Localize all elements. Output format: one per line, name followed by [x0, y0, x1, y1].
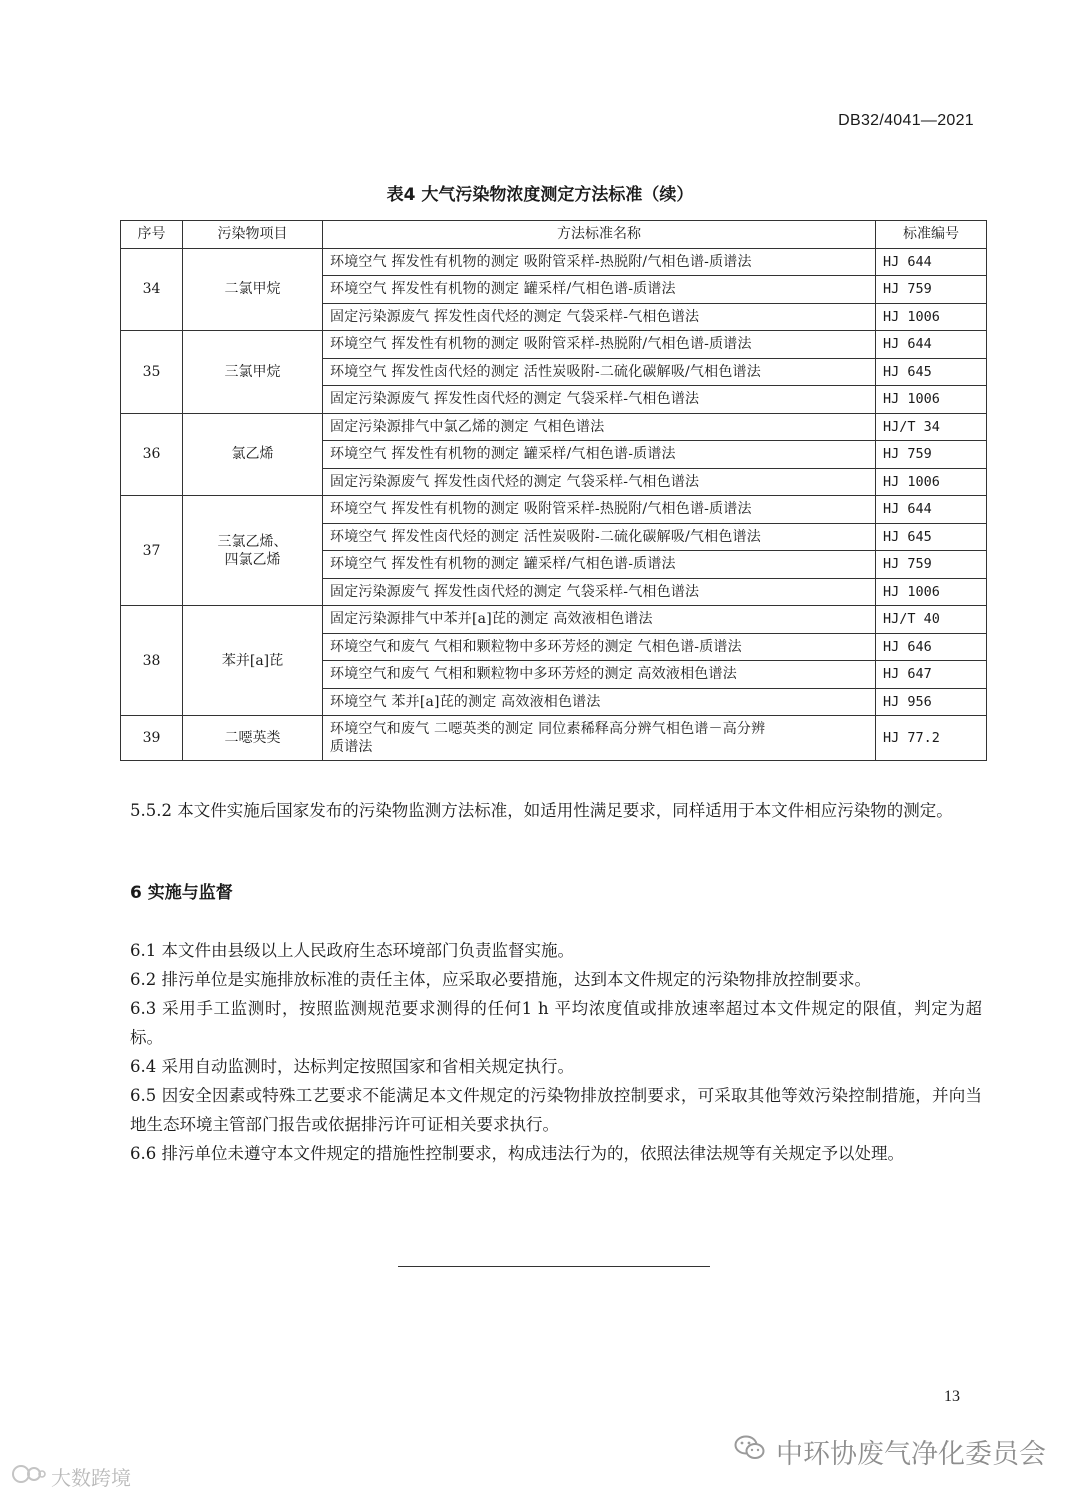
section-6-body	[130, 936, 982, 1168]
pollutant-item: 苯并[a]芘	[183, 606, 323, 716]
table-row	[121, 606, 987, 634]
standard-code: HJ 759	[876, 441, 987, 469]
standard-code: HJ 1006	[876, 386, 987, 414]
paragraph-6-1: 6.1 本文件由县级以上人民政府生态环境部门负责监督实施。	[130, 941, 574, 960]
table-row	[121, 413, 987, 441]
section-heading-6: 6 实施与监督	[130, 883, 233, 903]
wechat-icon	[734, 1434, 766, 1469]
method-name	[323, 716, 876, 761]
row-number: 38	[121, 606, 183, 716]
paragraph-6-3: 6.3 采用手工监测时，按照监测规范要求测得的任何1 h 平均浓度值或排放速率超过本文件规定的限值，判定为超标。	[130, 999, 982, 1047]
watermark-left-text: 大数跨境	[51, 1466, 131, 1490]
method-name: 环境空气 挥发性卤代烃的测定 活性炭吸附-二硫化碳解吸/气相色谱法	[323, 523, 876, 551]
method-name: 环境空气 挥发性有机物的测定 罐采样/气相色谱-质谱法	[323, 551, 876, 579]
standard-code: HJ 644	[876, 248, 987, 276]
standard-code: HJ 647	[876, 661, 987, 689]
paragraph-5-5-2: 5.5.2 本文件实施后国家发布的污染物监测方法标准，如适用性满足要求，同样适用于本文件相应污染物的测定。	[130, 801, 953, 820]
pollutant-item: 三氯甲烷	[183, 331, 323, 414]
method-name-line: 环境空气和废气 二噁英类的测定 同位素稀释高分辨气相色谱－高分辨	[330, 721, 766, 737]
method-name: 环境空气 挥发性有机物的测定 罐采样/气相色谱-质谱法	[323, 441, 876, 469]
watermark-right	[734, 1432, 1046, 1471]
pollutant-item: 氯乙烯	[183, 413, 323, 496]
method-name: 环境空气 挥发性有机物的测定 吸附管采样-热脱附/气相色谱-质谱法	[323, 496, 876, 524]
paragraph-6-5: 6.5 因安全因素或特殊工艺要求不能满足本文件规定的污染物排放控制要求，可采取其他等效污染控制措施，并向当地生态环境主管部门报告或依据排污许可证相关要求执行。	[130, 1086, 982, 1134]
method-name: 环境空气 挥发性有机物的测定 吸附管采样-热脱附/气相色谱-质谱法	[323, 248, 876, 276]
method-name: 环境空气 苯并[a]芘的测定 高效液相色谱法	[323, 688, 876, 716]
col-header-method: 方法标准名称	[323, 221, 876, 249]
standard-code: HJ/T 40	[876, 606, 987, 634]
method-name: 环境空气 挥发性卤代烃的测定 活性炭吸附-二硫化碳解吸/气相色谱法	[323, 358, 876, 386]
table-header-row	[121, 221, 987, 249]
method-name: 环境空气和废气 气相和颗粒物中多环芳烃的测定 高效液相色谱法	[323, 661, 876, 689]
standard-code: HJ 1006	[876, 578, 987, 606]
paragraph-6-2: 6.2 排污单位是实施排放标准的责任主体，应采取必要措施，达到本文件规定的污染物排放控制要求。	[130, 970, 871, 989]
method-name: 环境空气 挥发性有机物的测定 罐采样/气相色谱-质谱法	[323, 276, 876, 304]
standard-code: HJ 77.2	[876, 716, 987, 761]
paragraph-6-6: 6.6 排污单位未遵守本文件规定的措施性控制要求，构成违法行为的，依照法律法规等有关规定予以处理。	[130, 1144, 904, 1163]
table-row	[121, 716, 987, 761]
standard-code: HJ/T 34	[876, 413, 987, 441]
pollutant-item: 二噁英类	[183, 716, 323, 761]
standards-table	[120, 220, 987, 761]
brand-logo-icon	[12, 1463, 46, 1490]
row-number: 37	[121, 496, 183, 606]
method-name: 固定污染源排气中氯乙烯的测定 气相色谱法	[323, 413, 876, 441]
standard-code: HJ 645	[876, 523, 987, 551]
pollutant-item-line: 四氯乙烯	[224, 551, 281, 568]
page-number: 13	[944, 1388, 960, 1405]
pollutant-item-line: 三氯乙烯、	[217, 533, 288, 550]
standard-code: HJ 644	[876, 331, 987, 359]
standard-code: HJ 645	[876, 358, 987, 386]
method-name: 固定污染源排气中苯并[a]芘的测定 高效液相色谱法	[323, 606, 876, 634]
standard-code: HJ 644	[876, 496, 987, 524]
method-name: 环境空气 挥发性有机物的测定 吸附管采样-热脱附/气相色谱-质谱法	[323, 331, 876, 359]
standard-code: HJ 1006	[876, 303, 987, 331]
row-number: 39	[121, 716, 183, 761]
method-name: 固定污染源废气 挥发性卤代烃的测定 气袋采样-气相色谱法	[323, 303, 876, 331]
col-header-item: 污染物项目	[183, 221, 323, 249]
row-number: 34	[121, 248, 183, 331]
standard-code: HJ 1006	[876, 468, 987, 496]
table-row	[121, 331, 987, 359]
method-name: 固定污染源废气 挥发性卤代烃的测定 气袋采样-气相色谱法	[323, 386, 876, 414]
table-row	[121, 496, 987, 524]
method-name: 固定污染源废气 挥发性卤代烃的测定 气袋采样-气相色谱法	[323, 468, 876, 496]
pollutant-item: 二氯甲烷	[183, 248, 323, 331]
col-header-code: 标准编号	[876, 221, 987, 249]
method-name: 环境空气和废气 气相和颗粒物中多环芳烃的测定 气相色谱-质谱法	[323, 633, 876, 661]
col-header-no: 序号	[121, 221, 183, 249]
end-rule	[398, 1266, 710, 1267]
pollutant-item	[183, 496, 323, 606]
table-title: 表4 大气污染物浓度测定方法标准（续）	[386, 185, 694, 205]
watermark-left	[12, 1462, 131, 1491]
paragraph-6-4: 6.4 采用自动监测时，达标判定按照国家和省相关规定执行。	[130, 1057, 574, 1076]
standard-code: HJ 759	[876, 551, 987, 579]
method-name: 固定污染源废气 挥发性卤代烃的测定 气袋采样-气相色谱法	[323, 578, 876, 606]
standard-code: HJ 956	[876, 688, 987, 716]
standard-code: HJ 759	[876, 276, 987, 304]
table-row	[121, 248, 987, 276]
document-code: DB32/4041—2021	[838, 112, 974, 129]
watermark-right-text: 中环协废气净化委员会	[776, 1439, 1046, 1470]
row-number: 35	[121, 331, 183, 414]
row-number: 36	[121, 413, 183, 496]
standard-code: HJ 646	[876, 633, 987, 661]
method-name-line: 质谱法	[330, 739, 373, 755]
